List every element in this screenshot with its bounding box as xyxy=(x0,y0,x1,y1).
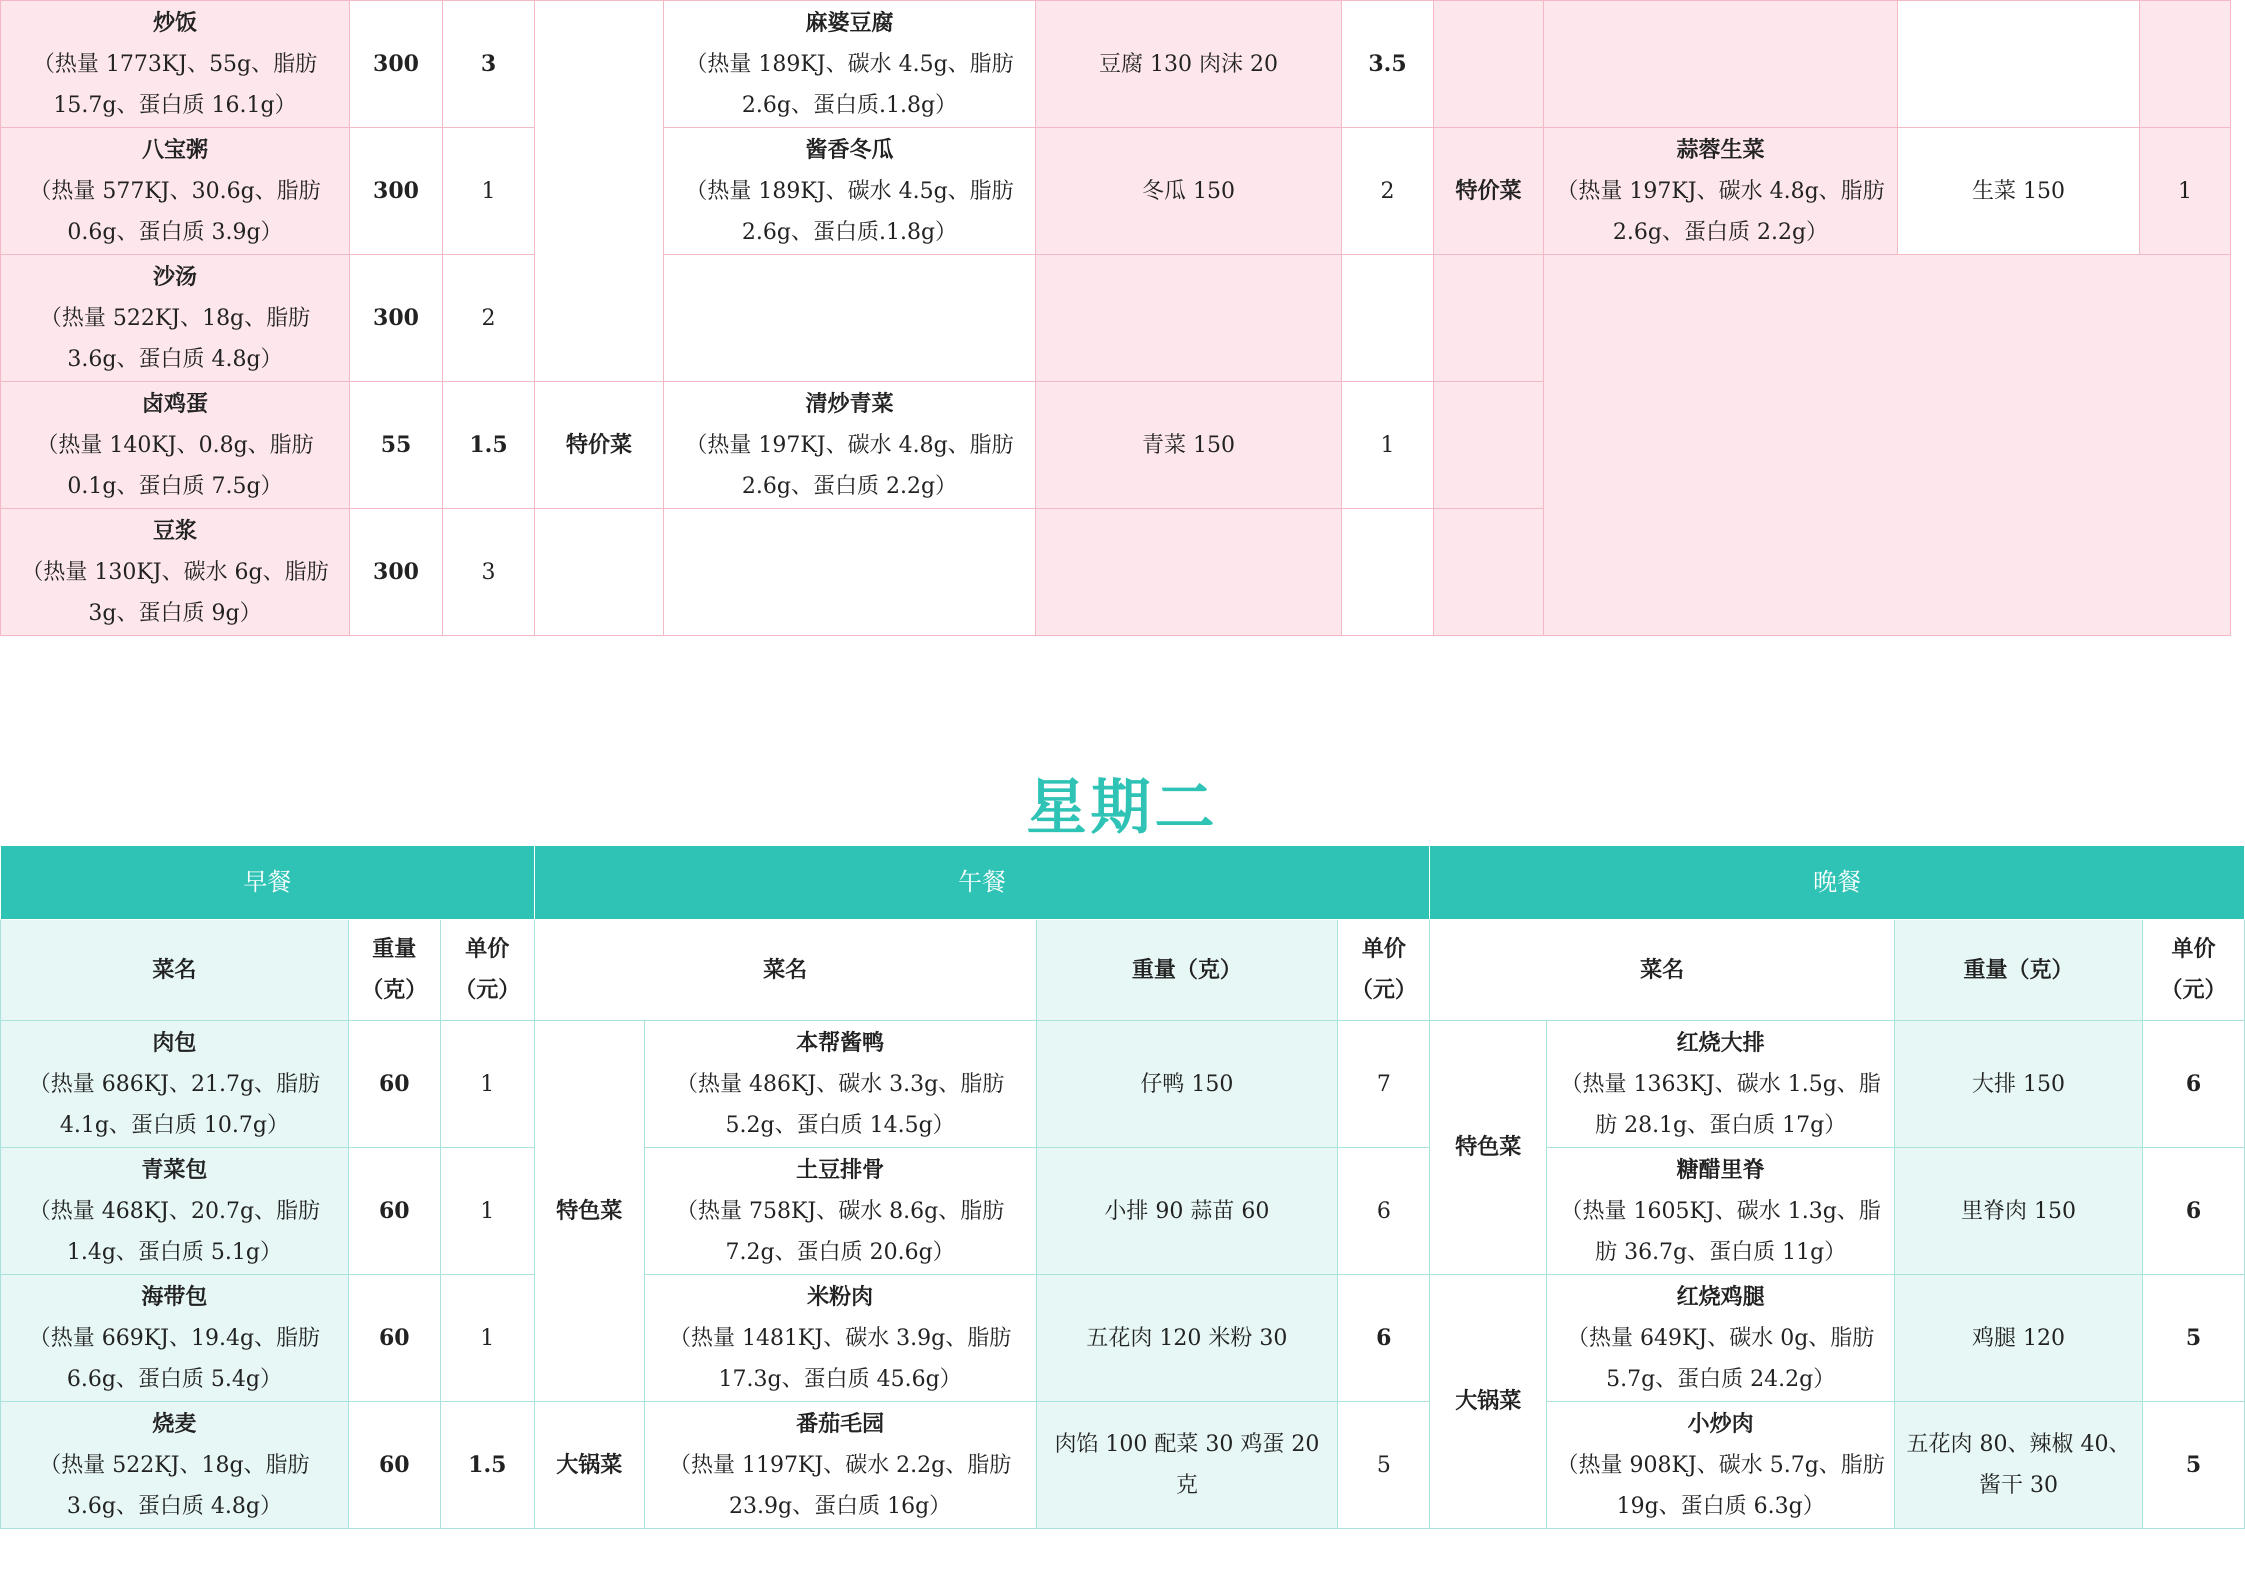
monday-menu-table xyxy=(0,0,2231,636)
day-title: 星期二 xyxy=(1026,773,1219,843)
category-cell: 特色菜 xyxy=(1430,1021,1547,1275)
price-cell: 3.5 xyxy=(1342,1,1434,128)
price-cell: 6 xyxy=(1338,1148,1430,1275)
weight-cell: 55 xyxy=(350,382,443,509)
weight-cell: 大排 150 xyxy=(1895,1021,2143,1148)
weight-cell: 里脊肉 150 xyxy=(1895,1148,2143,1275)
dish-cell xyxy=(664,255,1036,382)
price-cell: 1 xyxy=(2140,128,2231,255)
table-row xyxy=(1,1,2231,128)
price-cell: 1 xyxy=(440,1148,534,1275)
column-header-row xyxy=(1,920,2245,1021)
table-row xyxy=(1,1148,2245,1275)
weight-cell: 60 xyxy=(348,1275,440,1402)
weight-cell: 仔鸭 150 xyxy=(1036,1021,1338,1148)
category-cell: 特色菜 xyxy=(534,1021,644,1402)
weight-cell: 生菜 150 xyxy=(1898,128,2140,255)
dish-cell: 海带包 （热量 669KJ、19.4g、脂肪 6.6g、蛋白质 5.4g） xyxy=(1,1275,349,1402)
weight-cell: 300 xyxy=(350,1,443,128)
header-weight: 重量（克） xyxy=(1895,920,2143,1021)
category-cell xyxy=(1434,509,1544,636)
dish-cell: 酱香冬瓜 （热量 189KJ、碳水 4.5g、脂肪 2.6g、蛋白质.1.8g） xyxy=(664,128,1036,255)
dish-cell: 沙汤 （热量 522KJ、18g、脂肪 3.6g、蛋白质 4.8g） xyxy=(1,255,350,382)
price-cell: 5 xyxy=(1338,1402,1430,1529)
price-cell: 2 xyxy=(443,255,535,382)
header-price: 单价（元） xyxy=(1338,920,1430,1021)
dish-cell: 小炒肉 （热量 908KJ、碳水 5.7g、脂肪 19g、蛋白质 6.3g） xyxy=(1547,1402,1895,1529)
weight-cell: 青菜 150 xyxy=(1036,382,1342,509)
meal-header-breakfast: 早餐 xyxy=(1,846,535,920)
weight-cell xyxy=(1898,1,2140,128)
header-price: 单价（元） xyxy=(440,920,534,1021)
dish-cell: 麻婆豆腐 （热量 189KJ、碳水 4.5g、脂肪 2.6g、蛋白质.1.8g） xyxy=(664,1,1036,128)
weight-cell: 300 xyxy=(350,255,443,382)
tuesday-menu-table xyxy=(0,845,2245,1529)
price-cell: 5 xyxy=(2142,1402,2244,1529)
price-cell: 1 xyxy=(443,128,535,255)
dish-cell: 卤鸡蛋 （热量 140KJ、0.8g、脂肪 0.1g、蛋白质 7.5g） xyxy=(1,382,350,509)
weight-cell xyxy=(1036,255,1342,382)
dish-cell: 红烧鸡腿 （热量 649KJ、碳水 0g、脂肪 5.7g、蛋白质 24.2g） xyxy=(1547,1275,1895,1402)
table-row xyxy=(1,1275,2245,1402)
dish-cell: 本帮酱鸭 （热量 486KJ、碳水 3.3g、脂肪 5.2g、蛋白质 14.5g） xyxy=(644,1021,1036,1148)
weight-cell: 60 xyxy=(348,1402,440,1529)
weight-cell: 五花肉 80、辣椒 40、酱干 30 xyxy=(1895,1402,2143,1529)
dish-cell: 炒饭 （热量 1773KJ、55g、脂肪 15.7g、蛋白质 16.1g） xyxy=(1,1,350,128)
weight-cell xyxy=(1036,509,1342,636)
category-cell: 大锅菜 xyxy=(1430,1275,1547,1529)
table-row xyxy=(1,1402,2245,1529)
meal-header-row xyxy=(1,846,2245,920)
weight-cell: 冬瓜 150 xyxy=(1036,128,1342,255)
weight-cell: 肉馅 100 配菜 30 鸡蛋 20 克 xyxy=(1036,1402,1338,1529)
header-name: 菜名 xyxy=(1430,920,1895,1021)
dish-cell: 肉包 （热量 686KJ、21.7g、脂肪 4.1g、蛋白质 10.7g） xyxy=(1,1021,349,1148)
price-cell: 2 xyxy=(1342,128,1434,255)
dish-cell: 米粉肉 （热量 1481KJ、碳水 3.9g、脂肪 17.3g、蛋白质 45.6g） xyxy=(644,1275,1036,1402)
category-cell: 特价菜 xyxy=(1434,128,1544,255)
price-cell: 3 xyxy=(443,509,535,636)
dish-cell: 八宝粥 （热量 577KJ、30.6g、脂肪 0.6g、蛋白质 3.9g） xyxy=(1,128,350,255)
dish-cell: 青菜包 （热量 468KJ、20.7g、脂肪 1.4g、蛋白质 5.1g） xyxy=(1,1148,349,1275)
category-cell: 大锅菜 xyxy=(534,1402,644,1529)
price-cell: 1.5 xyxy=(443,382,535,509)
price-cell xyxy=(1342,255,1434,382)
price-cell xyxy=(2140,1,2231,128)
weight-cell: 60 xyxy=(348,1021,440,1148)
dish-cell: 糖醋里脊 （热量 1605KJ、碳水 1.3g、脂肪 36.7g、蛋白质 11g） xyxy=(1547,1148,1895,1275)
price-cell: 7 xyxy=(1338,1021,1430,1148)
price-cell: 1 xyxy=(440,1275,534,1402)
header-name: 菜名 xyxy=(534,920,1036,1021)
price-cell: 3 xyxy=(443,1,535,128)
price-cell: 6 xyxy=(2142,1148,2244,1275)
dish-cell xyxy=(1544,1,1898,128)
weight-cell: 鸡腿 120 xyxy=(1895,1275,2143,1402)
dish-cell xyxy=(664,509,1036,636)
meal-header-dinner: 晚餐 xyxy=(1430,846,2245,920)
weight-cell: 300 xyxy=(350,128,443,255)
header-weight: 重量（克） xyxy=(348,920,440,1021)
dish-cell: 红烧大排 （热量 1363KJ、碳水 1.5g、脂肪 28.1g、蛋白质 17g） xyxy=(1547,1021,1895,1148)
dish-cell: 豆浆 （热量 130KJ、碳水 6g、脂肪 3g、蛋白质 9g） xyxy=(1,509,350,636)
weight-cell: 五花肉 120 米粉 30 xyxy=(1036,1275,1338,1402)
category-cell xyxy=(535,1,664,382)
meal-header-lunch: 午餐 xyxy=(534,846,1430,920)
header-weight: 重量（克） xyxy=(1036,920,1338,1021)
header-name: 菜名 xyxy=(1,920,349,1021)
category-cell xyxy=(1434,1,1544,128)
category-cell: 特价菜 xyxy=(535,382,664,509)
price-cell: 5 xyxy=(2142,1275,2244,1402)
weight-cell: 60 xyxy=(348,1148,440,1275)
table-row xyxy=(1,255,2231,382)
weight-cell: 小排 90 蒜苗 60 xyxy=(1036,1148,1338,1275)
category-cell xyxy=(535,509,664,636)
table-row xyxy=(1,128,2231,255)
dish-cell: 烧麦 （热量 522KJ、18g、脂肪 3.6g、蛋白质 4.8g） xyxy=(1,1402,349,1529)
price-cell: 1 xyxy=(440,1021,534,1148)
weight-cell: 豆腐 130 肉沫 20 xyxy=(1036,1,1342,128)
price-cell xyxy=(1342,509,1434,636)
table-row xyxy=(1,1021,2245,1148)
category-cell xyxy=(1434,382,1544,509)
header-price: 单价（元） xyxy=(2142,920,2244,1021)
dish-cell: 土豆排骨 （热量 758KJ、碳水 8.6g、脂肪 7.2g、蛋白质 20.6g） xyxy=(644,1148,1036,1275)
price-cell: 6 xyxy=(2142,1021,2244,1148)
price-cell: 1 xyxy=(1342,382,1434,509)
price-cell: 6 xyxy=(1338,1275,1430,1402)
dish-cell: 番茄毛园 （热量 1197KJ、碳水 2.2g、脂肪 23.9g、蛋白质 16g） xyxy=(644,1402,1036,1529)
empty-merged-cell xyxy=(1544,255,2231,636)
category-cell xyxy=(1434,255,1544,382)
dish-cell: 蒜蓉生菜 （热量 197KJ、碳水 4.8g、脂肪 2.6g、蛋白质 2.2g） xyxy=(1544,128,1898,255)
dish-cell: 清炒青菜 （热量 197KJ、碳水 4.8g、脂肪 2.6g、蛋白质 2.2g） xyxy=(664,382,1036,509)
price-cell: 1.5 xyxy=(440,1402,534,1529)
weight-cell: 300 xyxy=(350,509,443,636)
